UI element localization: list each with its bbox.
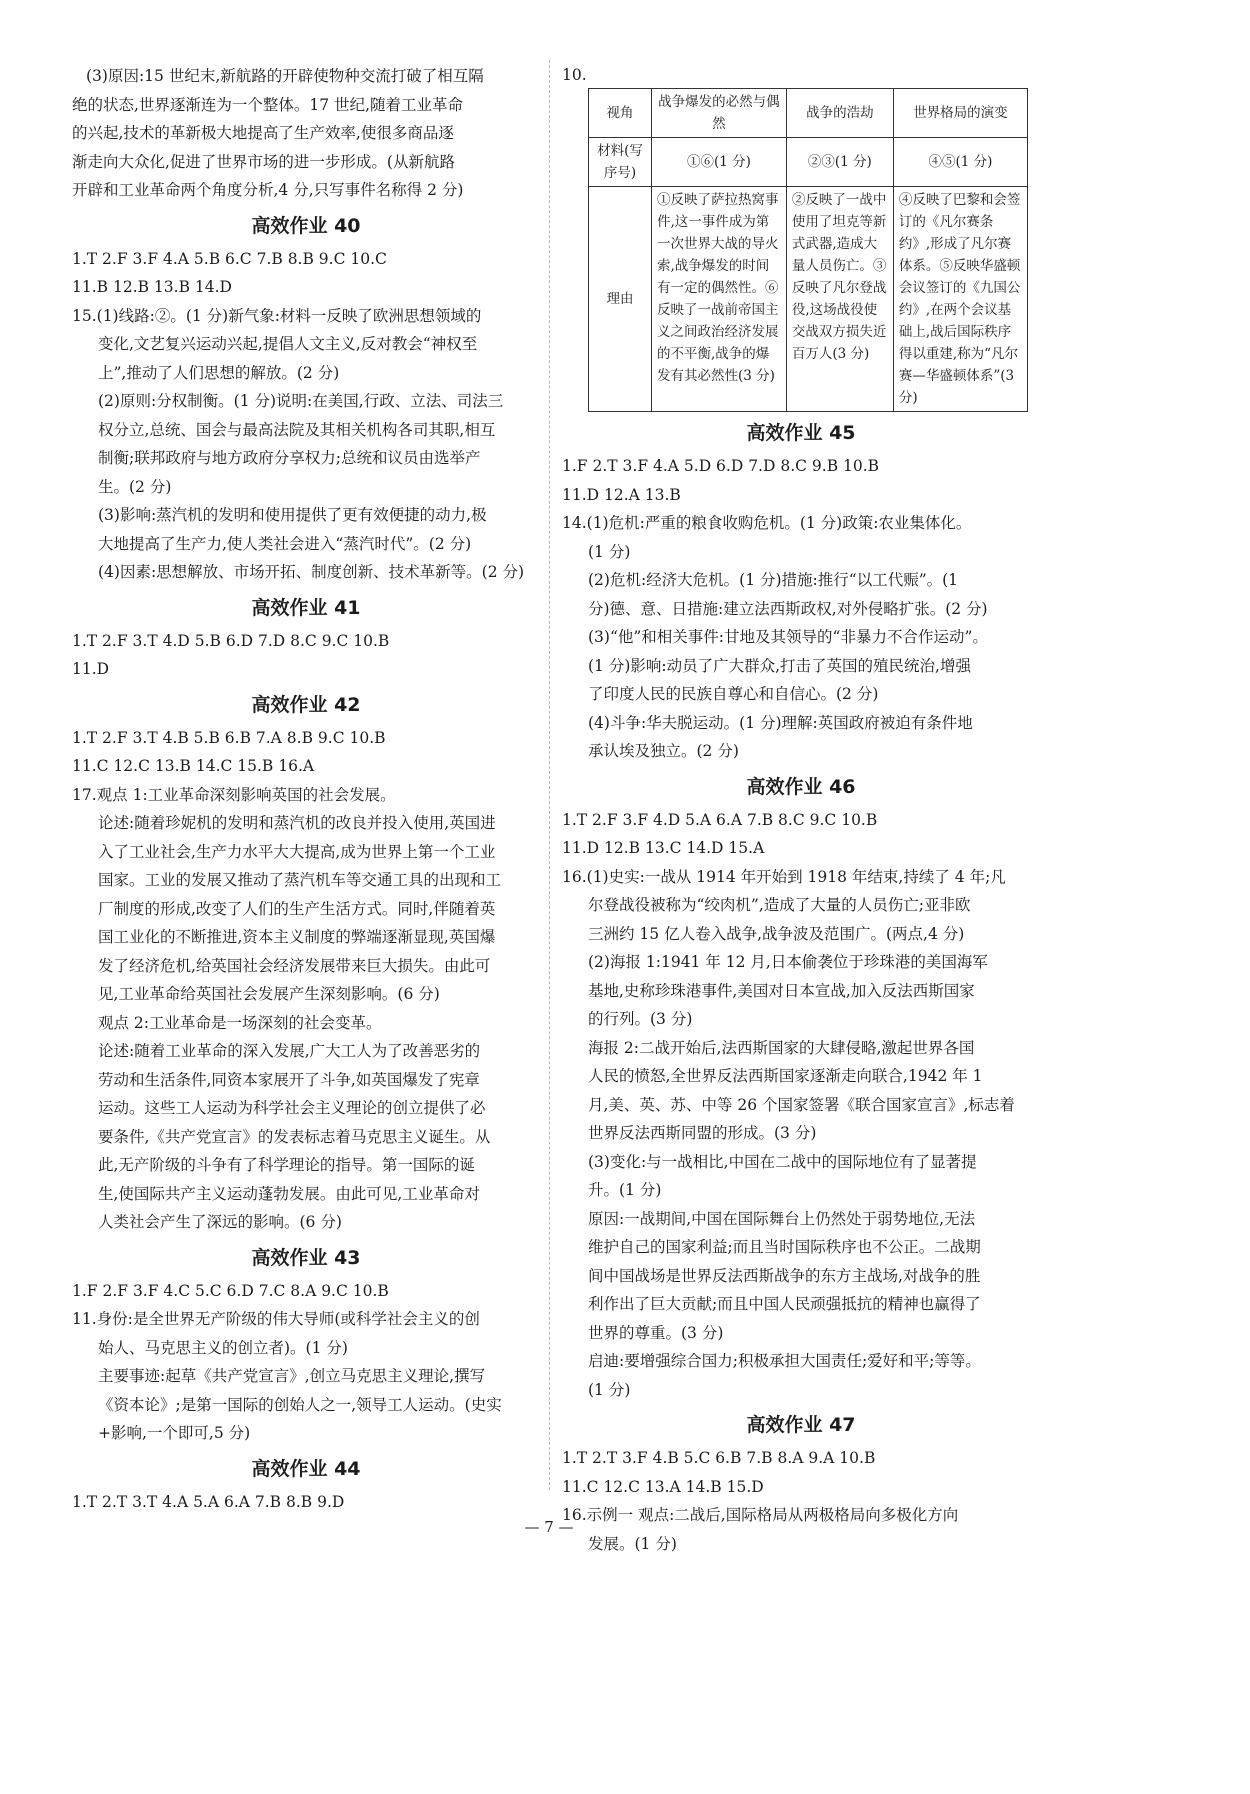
answer-line: 始人、马克思主义的创立者)。(1 分) xyxy=(98,1338,348,1357)
answer-line: (4)斗争:华夫脱运动。(1 分)理解:英国政府被迫有条件地 xyxy=(588,713,973,732)
table-cell: ④⑤(1 分) xyxy=(893,138,1027,187)
text-line: 绝的状态,世界逐渐连为一个整体。17 世纪,随着工业革命 xyxy=(72,95,464,114)
answer-line: 了印度人民的民族自尊心和自信心。(2 分) xyxy=(588,685,879,703)
table-cell: ①反映了萨拉热窝事件,这一事件成为第一次世界大战的导火索,战争爆发的时间有一定的偶然性。⑥反映了一战前帝国主义之间政治经济发展的不平衡,战争的爆发有其必然性(3 分) xyxy=(652,187,787,412)
answer-line: 要条件,《共产党宣言》的发表标志着马克思主义诞生。从 xyxy=(98,1127,491,1146)
text-line: 渐走向大众化,促进了世界市场的进一步形成。(从新航路 xyxy=(72,152,455,171)
table-header-cell: 视角 xyxy=(589,89,652,138)
column-divider xyxy=(549,60,550,1490)
table-cell: ①⑥(1 分) xyxy=(652,138,787,187)
answer-line: 原因:一战期间,中国在国际舞台上仍然处于弱势地位,无法 xyxy=(588,1209,976,1228)
answer-line: 分)德、意、日措施:建立法西斯政权,对外侵略扩张。(2 分) xyxy=(588,599,988,618)
answer-line: 1.T 2.F 3.T 4.B 5.B 6.B 7.A 8.B 9.C 10.B xyxy=(72,728,386,747)
answer-line: 人民的愤怒,全世界反法西斯国家逐渐走向联合,1942 年 1 xyxy=(588,1067,983,1085)
answer-line: 变化,文艺复兴运动兴起,提倡人文主义,反对教会“神权至 xyxy=(98,335,478,353)
answer-line: (2)危机:经济大危机。(1 分)措施:推行“以工代赈”。(1 xyxy=(588,571,959,589)
answer-line: +影响,一个即可,5 分) xyxy=(98,1424,251,1442)
table-header-cell: 世界格局的演变 xyxy=(893,89,1027,138)
answer-line: 论述:随着珍妮机的发明和蒸汽机的改良并投入使用,英国进 xyxy=(98,814,496,832)
table-row-label: 材料(写序号) xyxy=(589,138,652,187)
page-number: — 7 — xyxy=(524,1518,574,1536)
text-line: 的兴起,技术的革新极大地提高了生产效率,使很多商品逐 xyxy=(72,124,454,142)
table-row-label: 理由 xyxy=(589,187,652,412)
answer-line: 1.T 2.F 3.T 4.D 5.B 6.D 7.D 8.C 9.C 10.B xyxy=(72,631,390,650)
answer-line: 入了工业社会,生产力水平大大提高,成为世界上第一个工业 xyxy=(98,842,496,861)
question-number: 10. xyxy=(562,66,587,84)
answer-line: 人类社会产生了深远的影响。(6 分) xyxy=(98,1213,342,1231)
section-title: 高效作业 47 xyxy=(746,1414,856,1436)
answer-line: 发了经济危机,给英国社会经济发展带来巨大损失。由此可 xyxy=(98,956,491,975)
answer-line: 11.D 12.B 13.C 14.D 15.A xyxy=(562,839,765,857)
answer-line: 生。(2 分) xyxy=(98,477,172,496)
answer-line: 观点 2:工业革命是一场深刻的社会变革。 xyxy=(98,1013,382,1032)
answer-line: 制衡;联邦政府与地方政府分享权力;总统和议员由选举产 xyxy=(98,449,481,467)
section-45 xyxy=(562,418,1040,766)
table-header-cell: 战争爆发的必然与偶然 xyxy=(652,89,787,138)
right-column xyxy=(562,62,1040,1558)
section-title: 高效作业 42 xyxy=(251,693,361,716)
section-title: 高效作业 43 xyxy=(251,1246,361,1269)
section-title: 高效作业 44 xyxy=(251,1457,361,1480)
answer-line: 运动。这些工人运动为科学社会主义理论的创立提供了必 xyxy=(98,1099,486,1117)
section-43 xyxy=(72,1243,540,1448)
answer-line: (4)因素:思想解放、市场开拓、制度创新、技术革新等。(2 分) xyxy=(98,563,525,581)
section-title: 高效作业 41 xyxy=(251,596,361,619)
table-row xyxy=(589,187,1028,412)
answer-line: 1.T 2.T 3.T 4.A 5.A 6.A 7.B 8.B 9.D xyxy=(72,1492,345,1511)
answer-line: 启迪:要增强综合国力;积极承担大国责任;爱好和平;等等。 xyxy=(588,1352,981,1370)
section-42 xyxy=(72,690,540,1237)
answer-line: 国工业化的不断推进,资本主义制度的弊端逐渐显现,英国爆 xyxy=(98,928,496,946)
table-cell: ②③(1 分) xyxy=(786,138,893,187)
answer-line: (1 分) xyxy=(588,1380,631,1399)
answer-line: (1 分)影响:动员了广大群众,打击了英国的殖民统治,增强 xyxy=(588,656,971,675)
answer-line: 海报 2:二战开始后,法西斯国家的大肆侵略,激起世界各国 xyxy=(588,1038,975,1057)
table-row xyxy=(589,138,1028,187)
section-44 xyxy=(72,1454,540,1517)
answer-line: 发展。(1 分) xyxy=(588,1534,677,1553)
answer-line: 尔登战役被称为“绞肉机”,造成了大量的人员伤亡;亚非欧 xyxy=(588,896,971,914)
answer-line: (2)海报 1:1941 年 12 月,日本偷袭位于珍珠港的美国海军 xyxy=(588,953,988,971)
answer-line: (1 分) xyxy=(588,542,631,561)
answer-line: 三洲约 15 亿人卷入战争,战争波及范围广。(两点,4 分) xyxy=(588,924,965,943)
answer-line: 16.(1)史实:一战从 1914 年开始到 1918 年结束,持续了 4 年;凡 xyxy=(562,867,1006,886)
answer-line: 上”,推动了人们思想的解放。(2 分) xyxy=(98,363,340,382)
table-cell: ②反映了一战中使用了坦克等新式武器,造成大量人员伤亡。③反映了凡尔登战役,这场战役使交战双方损失近百万人(3 分) xyxy=(786,187,893,412)
answer-line: (3)变化:与一战相比,中国在二战中的国际地位有了显著提 xyxy=(588,1152,977,1171)
section-40 xyxy=(72,211,540,587)
answer-line: 11.D 12.A 13.B xyxy=(562,485,681,504)
answer-line: 见,工业革命给英国社会发展产生深刻影响。(6 分) xyxy=(98,985,440,1003)
text-line: (3)原因:15 世纪末,新航路的开辟使物种交流打破了相互隔 xyxy=(86,67,484,85)
answer-line: (3)影响:蒸汽机的发明和使用提供了更有效便捷的动力,极 xyxy=(98,506,487,524)
answer-line: 国家。工业的发展又推动了蒸汽机车等交通工具的出现和工 xyxy=(98,871,502,889)
answer-line: 间中国战场是世界反法西斯战争的东方主战场,对战争的胜 xyxy=(588,1266,981,1285)
answer-line: 论述:随着工业革命的深入发展,广大工人为了改善恶劣的 xyxy=(98,1042,481,1060)
answer-line: 世界反法西斯同盟的形成。(3 分) xyxy=(588,1124,817,1142)
answer-line: (3)“他”和相关事件:甘地及其领导的“非暴力不合作运动”。 xyxy=(588,628,988,646)
answer-line: 1.F 2.T 3.F 4.A 5.D 6.D 7.D 8.C 9.B 10.B xyxy=(562,457,880,475)
answer-line: 1.F 2.F 3.F 4.C 5.C 6.D 7.C 8.A 9.C 10.B xyxy=(72,1281,389,1300)
answer-line: 权分立,总统、国会与最高法院及其相关机构各司其职,相互 xyxy=(98,420,496,439)
answer-line: 15.(1)线路:②。(1 分)新气象:材料一反映了欧洲思想领域的 xyxy=(72,306,482,325)
answer-line: 1.T 2.F 3.F 4.D 5.A 6.A 7.B 8.C 9.C 10.B xyxy=(562,810,878,829)
answer-line: 14.(1)危机:严重的粮食收购危机。(1 分)政策:农业集体化。 xyxy=(562,514,972,532)
q10-table xyxy=(588,88,1028,412)
answer-line: 基地,史称珍珠港事件,美国对日本宣战,加入反法西斯国家 xyxy=(588,981,975,1000)
section-41 xyxy=(72,593,540,684)
table-header-row xyxy=(589,89,1028,138)
answer-line: 月,美、英、苏、中等 26 个国家签署《联合国家宣言》,标志着 xyxy=(588,1095,1015,1114)
answer-line: 此,无产阶级的斗争有了科学理论的指导。第一国际的诞 xyxy=(98,1156,475,1174)
answer-line: 11.C 12.C 13.A 14.B 15.D xyxy=(562,1477,764,1496)
answer-line: 利作出了巨大贡献;而且中国人民顽强抵抗的精神也赢得了 xyxy=(588,1295,981,1313)
section-title: 高效作业 45 xyxy=(746,422,856,444)
answer-line: 劳动和生活条件,同资本家展开了斗争,如英国爆发了宪章 xyxy=(98,1070,480,1089)
answer-line: 11.C 12.C 13.B 14.C 15.B 16.A xyxy=(72,757,315,775)
answer-line: 1.T 2.F 3.F 4.A 5.B 6.C 7.B 8.B 9.C 10.C xyxy=(72,249,387,268)
text-line: 开辟和工业革命两个角度分析,4 分,只写事件名称得 2 分) xyxy=(72,181,464,199)
table-cell: ④反映了巴黎和会签订的《凡尔赛条约》,形成了凡尔赛体系。⑤反映华盛顿会议签订的《九国公约》,在两个会议基础上,战后国际秩序得以重建,称为“凡尔赛—华盛顿体系”(3 分) xyxy=(893,187,1027,412)
answer-line: 生,使国际共产主义运动蓬勃发展。由此可见,工业革命对 xyxy=(98,1184,480,1203)
answer-line: 11.D xyxy=(72,660,110,678)
answer-line: (2)原则:分权制衡。(1 分)说明:在美国,行政、立法、司法三 xyxy=(98,392,504,410)
answer-line: 大地提高了生产力,使人类社会进入“蒸汽时代”。(2 分) xyxy=(98,534,472,553)
answer-line: 升。(1 分) xyxy=(588,1181,662,1199)
answer-line: 世界的尊重。(3 分) xyxy=(588,1323,724,1342)
section-46 xyxy=(562,772,1040,1405)
answer-line: 的行列。(3 分) xyxy=(588,1010,693,1028)
answer-line: 16.示例一 观点:二战后,国际格局从两极格局向多极化方向 xyxy=(562,1506,959,1524)
answer-line: 维护自己的国家利益;而且当时国际秩序也不公正。二战期 xyxy=(588,1238,981,1256)
answer-line: 11.B 12.B 13.B 14.D xyxy=(72,278,232,296)
answer-line: 1.T 2.T 3.F 4.B 5.C 6.B 7.B 8.A 9.A 10.B xyxy=(562,1449,876,1467)
answer-line: 厂制度的形成,改变了人们的生产生活方式。同时,伴随着英 xyxy=(98,899,496,918)
section-title: 高效作业 40 xyxy=(251,214,361,237)
intro-block xyxy=(72,62,540,205)
answer-line: 主要事迹:起草《共产党宣言》,创立马克思主义理论,撰写 xyxy=(98,1367,486,1385)
answer-line: 11.身份:是全世界无产阶级的伟大导师(或科学社会主义的创 xyxy=(72,1310,480,1328)
answer-line: 《资本论》;是第一国际的创始人之一,领导工人运动。(史实 xyxy=(98,1395,502,1414)
table-header-cell: 战争的浩劫 xyxy=(786,89,893,138)
left-column xyxy=(72,62,540,1516)
section-title: 高效作业 46 xyxy=(746,775,856,798)
answer-line: 17.观点 1:工业革命深刻影响英国的社会发展。 xyxy=(72,785,396,804)
answer-line: 承认埃及独立。(2 分) xyxy=(588,742,739,760)
